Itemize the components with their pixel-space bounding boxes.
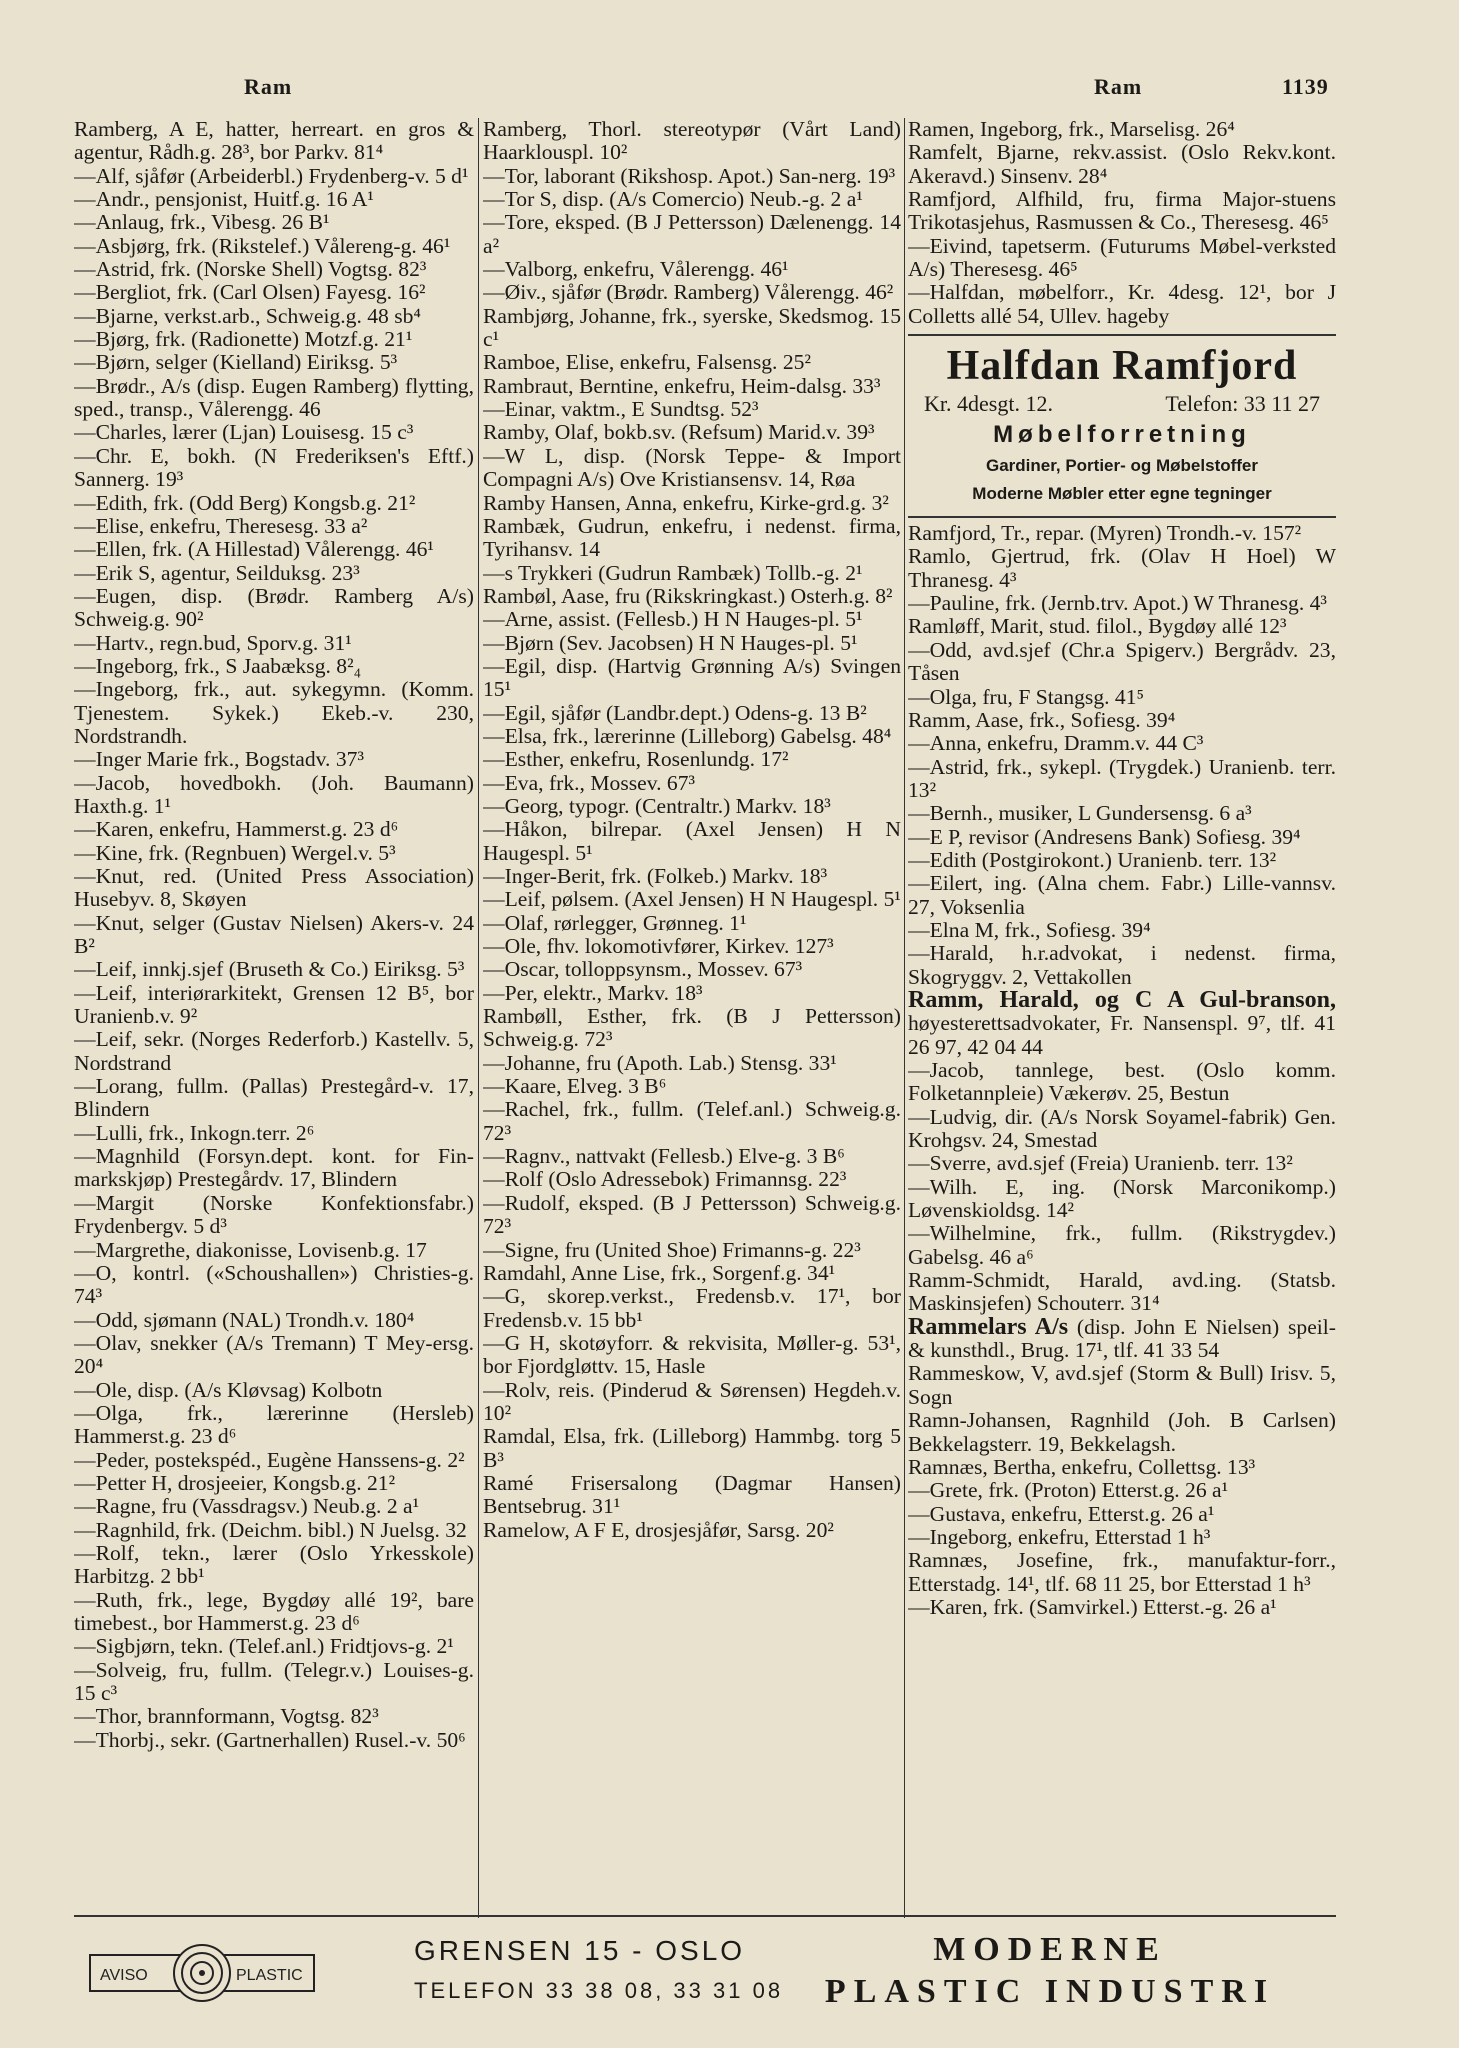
ad-address: Kr. 4desgt. 12.	[924, 391, 1053, 417]
listing-entry: —Anna, enkefru, Dramm.v. 44 C³	[908, 731, 1204, 756]
listing-entry: —Johanne, fru (Apoth. Lab.) Stensg. 33¹	[483, 1050, 837, 1075]
listing-entry: —Knut, red. (United Press Association) Husebyv. 8, Skøyen	[74, 864, 474, 912]
listing-entry: Rambæk, Gudrun, enkefru, i nedenst. firma, Tyrihansv. 14	[483, 513, 901, 562]
column-3	[908, 118, 1336, 1918]
listing-entry: —Kine, frk. (Regnbuen) Wergel.v. 5³	[74, 840, 396, 865]
listing-entry: —Erik S, agentur, Seilduksg. 23³	[74, 560, 360, 585]
listing-entry: Ramfjord, Tr., repar. (Myren) Trondh.-v. 157²	[908, 521, 1302, 546]
listing-entry: —Ludvig, dir. (A/s Norsk Soyamel-fabrik) Gen. Krohgsv. 24, Smestad	[908, 1104, 1336, 1153]
listing-entry: Ramelow, A F E, drosjesjåfør, Sarsg. 20²	[483, 1517, 834, 1542]
listing-entry: —Ruth, frk., lege, Bygdøy allé 19², bare timebest., bor Hammerst.g. 23 d⁶	[74, 1587, 474, 1635]
listing-entry: —Edith (Postgirokont.) Uranienb. terr. 13²	[908, 847, 1277, 872]
listing-entry: —Rolf (Oslo Adressebok) Frimannsg. 22³	[483, 1167, 847, 1192]
listing-entry: Ramlo, Gjertrud, frk. (Olav H Hoel) W Thranesg. 4³	[908, 544, 1336, 592]
listing-entry: —Ragnv., nattvakt (Fellesb.) Elve-g. 3 B⁶	[483, 1144, 845, 1169]
ad-phone: Telefon: 33 11 27	[1165, 391, 1320, 417]
logo-text-right: PLASTIC	[236, 1967, 303, 1984]
listing-entry: —Eilert, ing. (Alna chem. Fabr.) Lille-vannsv. 27, Voksenlia	[908, 871, 1336, 919]
listing-entry: —Lulli, frk., Inkogn.terr. 2⁶	[74, 1120, 315, 1145]
ad-tagline: Moderne Møbler etter egne tegninger	[972, 484, 1272, 504]
listing-entry: —Egil, disp. (Hartvig Grønning A/s) Svingen 15¹	[483, 653, 901, 702]
listing-entry: Rambøll, Esther, frk. (B J Pettersson) Schweig.g. 72³	[483, 1004, 901, 1052]
listing-entry: —Signe, fru (United Shoe) Frimanns-g. 22³	[483, 1237, 861, 1262]
listing-entry: —Ole, disp. (A/s Kløvsag) Kolbotn	[74, 1377, 383, 1402]
listing-entry: —Thor, brannformann, Vogtsg. 82³	[74, 1704, 379, 1729]
listing-entry: —Bergliot, frk. (Carl Olsen) Fayesg. 16²	[74, 280, 426, 305]
listing-entry: —Charles, lærer (Ljan) Louisesg. 15 c³	[74, 420, 414, 445]
listing-entry: —Esther, enkefru, Rosenlundg. 17²	[483, 747, 789, 772]
listing-entry: —Astrid, frk., sykepl. (Trygdek.) Uranienb. terr. 13²	[908, 754, 1336, 802]
listing-entry: —Egil, sjåfør (Landbr.dept.) Odens-g. 13 B²	[483, 700, 867, 725]
listing-entry: —Olav, snekker (A/s Tremann) T Mey-ersg. 20⁴	[74, 1330, 474, 1379]
listing-entry	[908, 1313, 1336, 1363]
firm-details: høyesterettsadvokater, Fr. Nansenspl. 9⁷, tlf. 41 26 97, 42 04 44	[908, 1011, 1336, 1059]
listing-entry: —Oscar, tolloppsynsm., Mossev. 67³	[483, 957, 803, 982]
listing-entry: —Ellen, frk. (A Hillestad) Vålerengg. 46¹	[74, 537, 434, 562]
firm-name: Rammelars A/s	[908, 1313, 1069, 1340]
column-3-top	[908, 118, 1336, 328]
listing-entry: —Sverre, avd.sjef (Freia) Uranienb. terr. 13²	[908, 1151, 1293, 1176]
listing-entry: —Valborg, enkefru, Vålerengg. 46¹	[483, 257, 789, 282]
listing-entry: —Einar, vaktm., E Sundtsg. 52³	[483, 397, 759, 422]
listing-entry: —Chr. E, bokh. (N Frederiksen's Eftf.) Sannerg. 19³	[74, 443, 474, 492]
listing-entry: Ramløff, Marit, stud. filol., Bygdøy allé 12³	[908, 614, 1287, 639]
listing-entry: —Pauline, frk. (Jernb.trv. Apot.) W Thranesg. 4³	[908, 591, 1327, 616]
listing-entry: Ramnæs, Bertha, enkefru, Collettsg. 13³	[908, 1454, 1256, 1479]
listing-entry: —Petter H, drosjeeier, Kongsb.g. 21²	[74, 1470, 396, 1495]
listing-entry: Ramberg, Thorl. stereotypør (Vårt Land) Haarklouspl. 10²	[483, 118, 901, 165]
footer-contact	[414, 1931, 783, 2011]
listing-entry: —Andr., pensjonist, Huitf.g. 16 A¹	[74, 187, 374, 212]
listing-entry: Ramnæs, Josefine, frk., manufaktur-forr., Etterstadg. 14¹, tlf. 68 11 25, bor Etterstad 1 h³	[908, 1548, 1336, 1596]
listing-entry: Ramen, Ingeborg, frk., Marselisg. 26⁴	[908, 118, 1235, 141]
listing-entry: —Jacob, tannlege, best. (Oslo komm. Folketannpleie) Vækerøv. 25, Bestun	[908, 1058, 1336, 1106]
listing-entry: —Halfdan, møbelforr., Kr. 4desg. 12¹, bor J Colletts allé 54, Ullev. hageby	[908, 280, 1336, 328]
footer-slogan	[764, 1929, 1336, 2013]
listing-entry: —Margit (Norske Konfektionsfabr.) Frydenbergv. 5 d³	[74, 1190, 474, 1239]
listing-entry: —Leif, pølsem. (Axel Jensen) H N Haugespl. 5¹	[483, 887, 901, 912]
listing-entry: —Wilh. E, ing. (Norsk Marconikomp.) Løvenskioldsg. 14²	[908, 1174, 1336, 1223]
column-rule	[478, 118, 479, 1918]
listing-entry: —Arne, assist. (Fellesb.) H N Hauges-pl. 5¹	[483, 607, 863, 632]
listing-entry: —Karen, frk. (Samvirkel.) Etterst.-g. 26 a¹	[908, 1594, 1277, 1619]
listing-entry: Rammeskow, V, avd.sjef (Storm & Bull) Irisv. 5, Sogn	[908, 1361, 1336, 1409]
listing-entry: —Øiv., sjåfør (Brødr. Ramberg) Vålerengg. 46²	[483, 280, 894, 305]
listing-entry: Ramm-Schmidt, Harald, avd.ing. (Statsb. Maskinsjefen) Schouterr. 31⁴	[908, 1268, 1336, 1316]
listing-entry: —Bjørn (Sev. Jacobsen) H N Hauges-pl. 5¹	[483, 630, 858, 655]
listing-entry: —W L, disp. (Norsk Teppe- & Import Compagni A/s) Ove Kristiansensv. 14, Røa	[483, 443, 901, 492]
firm-name: Ramm, Harald, og C A Gul-branson,	[908, 986, 1336, 1013]
listing-entry: —s Trykkeri (Gudrun Rambæk) Tollb.-g. 2¹	[483, 560, 863, 585]
column-1	[74, 118, 474, 1918]
listing-entry: —Inger Marie frk., Bogstadv. 37³	[74, 747, 364, 772]
listing-entry: —Knut, selger (Gustav Nielsen) Akers-v. 24 B²	[74, 910, 474, 959]
listing-entry: Ramdal, Elsa, frk. (Lilleborg) Hammbg. torg 5 B³	[483, 1424, 901, 1472]
footer-slogan-line2: PLASTIC INDUSTRI	[824, 1973, 1276, 2010]
listing-entry: —Inger-Berit, frk. (Folkeb.) Markv. 18³	[483, 864, 828, 888]
listing-entry: —Ole, fhv. lokomotivfører, Kirkev. 127³	[483, 934, 834, 959]
listing-entry: —Astrid, frk. (Norske Shell) Vogtsg. 82³	[74, 257, 427, 282]
listing-entry: —Lorang, fullm. (Pallas) Prestegård-v. 17, Blindern	[74, 1074, 474, 1122]
listing-entry: —Magnhild (Forsyn.dept. kont. for Fin-markskjøp) Prestegårdv. 17, Blindern	[74, 1144, 474, 1192]
listing-entry: Ramby Hansen, Anna, enkefru, Kirke-grd.g. 3²	[483, 490, 889, 515]
listing-entry: —G, skorep.verkst., Fredensb.v. 17¹, bor Fredensb.v. 15 bb¹	[483, 1284, 901, 1332]
listing-entry: Ramdahl, Anne Lise, frk., Sorgenf.g. 34¹	[483, 1260, 836, 1285]
listing-entry: —Eivind, tapetserm. (Futurums Møbel-verksted A/s) Theresesg. 46⁵	[908, 233, 1336, 282]
listing-entry: —Tore, eksped. (B J Pettersson) Dælenengg. 14 a²	[483, 210, 901, 258]
listing-entry: Rambjørg, Johanne, frk., syerske, Skedsmog. 15 c¹	[483, 303, 901, 352]
listing-entry: —Elsa, frk., lærerinne (Lilleborg) Gabelsg. 48⁴	[483, 723, 892, 748]
listing-entry: Ramfjord, Alfhild, fru, firma Major-stuens Trikotasjehus, Rasmussen & Co., Theresesg. 46⁵	[908, 187, 1336, 235]
column-2	[483, 118, 901, 1918]
column-3-mid2	[908, 1059, 1336, 1316]
listing-entry: —Rolf, tekn., lærer (Oslo Yrkesskole) Harbitzg. 2 bb¹	[74, 1540, 474, 1589]
listing-entry: Rambøl, Aase, fru (Rikskringkast.) Osterh.g. 8²	[483, 583, 893, 608]
listing-entry: —Alf, sjåfør (Arbeiderbl.) Frydenberg-v. 5 d¹	[74, 163, 469, 188]
listing-entry: Ramn-Johansen, Ragnhild (Joh. B Carlsen) Bekkelagsterr. 19, Bekkelagsh.	[908, 1408, 1336, 1456]
footer-advertisement	[74, 1915, 1336, 2017]
listing-entry: —Thorbj., sekr. (Gartnerhallen) Rusel.-v. 50⁶	[74, 1727, 466, 1752]
firm-details: (disp. John E Nielsen) speil- & kunsthdl., Brug. 17¹, tlf. 41 33 54	[908, 1314, 1336, 1363]
listing-entry: —Solveig, fru, fullm. (Telegr.v.) Louises-g. 15 c³	[74, 1657, 474, 1706]
listing-entry: —Ingeborg, frk., S Jaabæksg. 8²₄	[74, 653, 362, 678]
listing-entry: —Eva, frk., Mossev. 67³	[483, 770, 695, 795]
listing-entry: —Ragnhild, frk. (Deichm. bibl.) N Juelsg. 32	[74, 1517, 467, 1542]
listing-entry: Ramboe, Elise, enkefru, Falsensg. 25²	[483, 350, 811, 375]
listing-entry: —Elise, enkefru, Theresesg. 33 a²	[74, 513, 368, 538]
column-3-mid	[908, 522, 1336, 989]
listing-entry: —Leif, sekr. (Norges Rederforb.) Kastellv. 5, Nordstrand	[74, 1027, 474, 1075]
aviso-plastic-logo	[88, 1941, 316, 2005]
listing-entry: Ramé Frisersalong (Dagmar Hansen) Bentsebrug. 31¹	[483, 1470, 901, 1519]
listing-entry: —Olga, fru, F Stangsg. 41⁵	[908, 684, 1145, 709]
listing-entry: —Håkon, bilrepar. (Axel Jensen) H N Haugespl. 5¹	[483, 817, 901, 865]
listing-entry: —Ragne, fru (Vassdragsv.) Neub.g. 2 a¹	[74, 1494, 420, 1519]
listing-entry: Ramm, Aase, frk., Sofiesg. 39⁴	[908, 707, 1176, 732]
listing-entry	[908, 986, 1336, 1059]
listing-entry: —Elna M, frk., Sofiesg. 39⁴	[908, 917, 1151, 942]
listing-entry: Ramberg, A E, hatter, herreart. en gros & agentur, Rådh.g. 28³, bor Parkv. 81⁴	[74, 118, 474, 165]
listing-entry: —Anlaug, frk., Vibesg. 26 B¹	[74, 210, 330, 235]
listing-entry: Ramby, Olaf, bokb.sv. (Refsum) Marid.v. 39³	[483, 420, 875, 445]
listing-entry: Ramfelt, Bjarne, rekv.assist. (Oslo Rekv.kont. Akeravd.) Sinsenv. 28⁴	[908, 140, 1336, 188]
listing-entry: —Ingeborg, enkefru, Etterstad 1 h³	[908, 1524, 1211, 1549]
listing-entry: —Peder, postekspéd., Eugène Hanssens-g. 2²	[74, 1447, 465, 1472]
listing-entry: —Kaare, Elveg. 3 B⁶	[483, 1074, 667, 1099]
listing-entry: —Hartv., regn.bud, Sporv.g. 31¹	[74, 630, 352, 655]
ad-products-line: Gardiner, Portier- og Møbelstoffer	[985, 456, 1259, 476]
listing-entry: —Gustava, enkefru, Etterst.g. 26 a¹	[908, 1501, 1215, 1526]
listing-entry: —Georg, typogr. (Centraltr.) Markv. 18³	[483, 793, 831, 818]
listing-entry: —Rachel, frk., fullm. (Telef.anl.) Schweig.g. 72³	[483, 1097, 901, 1145]
listing-entry: —Asbjørg, frk. (Rikstelef.) Vålereng-g. 46¹	[74, 233, 451, 258]
listing-entry: —G H, skotøyforr. & rekvisita, Møller-g. 53¹, bor Fjordgløttv. 15, Hasle	[483, 1330, 901, 1379]
listing-entry: —Bernh., musiker, L Gundersensg. 6 a³	[908, 801, 1252, 826]
listing-entry: —Eugen, disp. (Brødr. Ramberg A/s) Schweig.g. 90²	[74, 583, 474, 632]
listing-entry: —Edith, frk. (Odd Berg) Kongsb.g. 21²	[74, 490, 416, 515]
listing-entry: Rambraut, Berntine, enkefru, Heim-dalsg. 33³	[483, 373, 881, 398]
page-number: 1139	[1282, 74, 1329, 99]
listing-entry: —Per, elektr., Markv. 18³	[483, 980, 703, 1005]
listing-entry: —Wilhelmine, frk., fullm. (Rikstrygdev.) Gabelsg. 46 a⁶	[908, 1221, 1336, 1269]
listing-entry: —Karen, enkefru, Hammerst.g. 23 d⁶	[74, 817, 399, 842]
listing-entry: —Brødr., A/s (disp. Eugen Ramberg) flytting, sped., transp., Vålerengg. 46	[74, 373, 474, 422]
ad-contact-line	[908, 390, 1336, 418]
listing-entry: —Leif, innkj.sjef (Bruseth & Co.) Eiriksg. 5³	[74, 957, 465, 982]
listing-entry: —E P, revisor (Andresens Bank) Sofiesg. 39⁴	[908, 824, 1301, 849]
listing-entry: —Grete, frk. (Proton) Etterst.g. 26 a¹	[908, 1478, 1229, 1503]
listing-entry: —Sigbjørn, tekn. (Telef.anl.) Fridtjovs-g. 2¹	[74, 1634, 454, 1659]
listing-entry: —Ingeborg, frk., aut. sykegymn. (Komm. Tjenestem. Sykek.) Ekeb.-v. 230, Nordstrandh.	[74, 677, 474, 748]
ad-company-name: Halfdan Ramfjord	[946, 343, 1298, 390]
running-head-left: Ram	[244, 74, 293, 99]
listing-entry: —Bjørg, frk. (Radionette) Motzf.g. 21¹	[74, 327, 413, 352]
column-rule	[904, 118, 905, 1918]
listing-entry: —Harald, h.r.advokat, i nedenst. firma, Skogryggv. 2, Vettakollen	[908, 941, 1336, 989]
footer-address: GRENSEN 15 - OSLO	[414, 1935, 746, 1966]
listing-entry: —Olaf, rørlegger, Grønneg. 1¹	[483, 910, 747, 935]
listing-entry: —Olga, frk., lærerinne (Hersleb) Hammerst.g. 23 d⁶	[74, 1400, 474, 1449]
listing-entry: —Odd, sjømann (NAL) Trondh.v. 180⁴	[74, 1307, 415, 1332]
listing-entry: —Rolv, reis. (Pinderud & Sørensen) Hegdeh.v. 10²	[483, 1377, 901, 1425]
footer-phone: TELEFON 33 38 08, 33 31 08	[414, 1978, 784, 2003]
ad-business-type: Møbelforretning	[993, 421, 1251, 449]
listing-entry: —Bjørn, selger (Kielland) Eiriksg. 5³	[74, 350, 398, 375]
listing-entry: —O, kontrl. («Schoushallen») Christies-g. 74³	[74, 1260, 474, 1309]
advertisement-halfdan-ramfjord	[908, 334, 1336, 518]
listing-entry: —Rudolf, eksped. (B J Pettersson) Schweig.g. 72³	[483, 1190, 901, 1239]
footer-slogan-line1: MODERNE	[933, 1931, 1167, 1968]
running-head-right: Ram	[1094, 74, 1143, 99]
listing-entry: —Leif, interiørarkitekt, Grensen 12 B⁵, bor Uranienb.v. 9²	[74, 980, 474, 1029]
column-3-bottom	[908, 1362, 1336, 1619]
listing-entry: —Jacob, hovedbokh. (Joh. Baumann) Haxth.g. 1¹	[74, 770, 474, 818]
listing-entry: —Tor, laborant (Rikshosp. Apot.) San-nerg. 19³	[483, 163, 896, 188]
listing-entry: —Tor S, disp. (A/s Comercio) Neub.-g. 2 a¹	[483, 187, 863, 212]
listing-entry: —Bjarne, verkst.arb., Schweig.g. 48 sb⁴	[74, 303, 421, 328]
listing-entry: —Margrethe, diakonisse, Lovisenb.g. 17	[74, 1237, 427, 1262]
logo-text-left: AVISO	[100, 1967, 148, 1984]
listing-entry: —Odd, avd.sjef (Chr.a Spigerv.) Bergrådv. 23, Tåsen	[908, 637, 1336, 686]
